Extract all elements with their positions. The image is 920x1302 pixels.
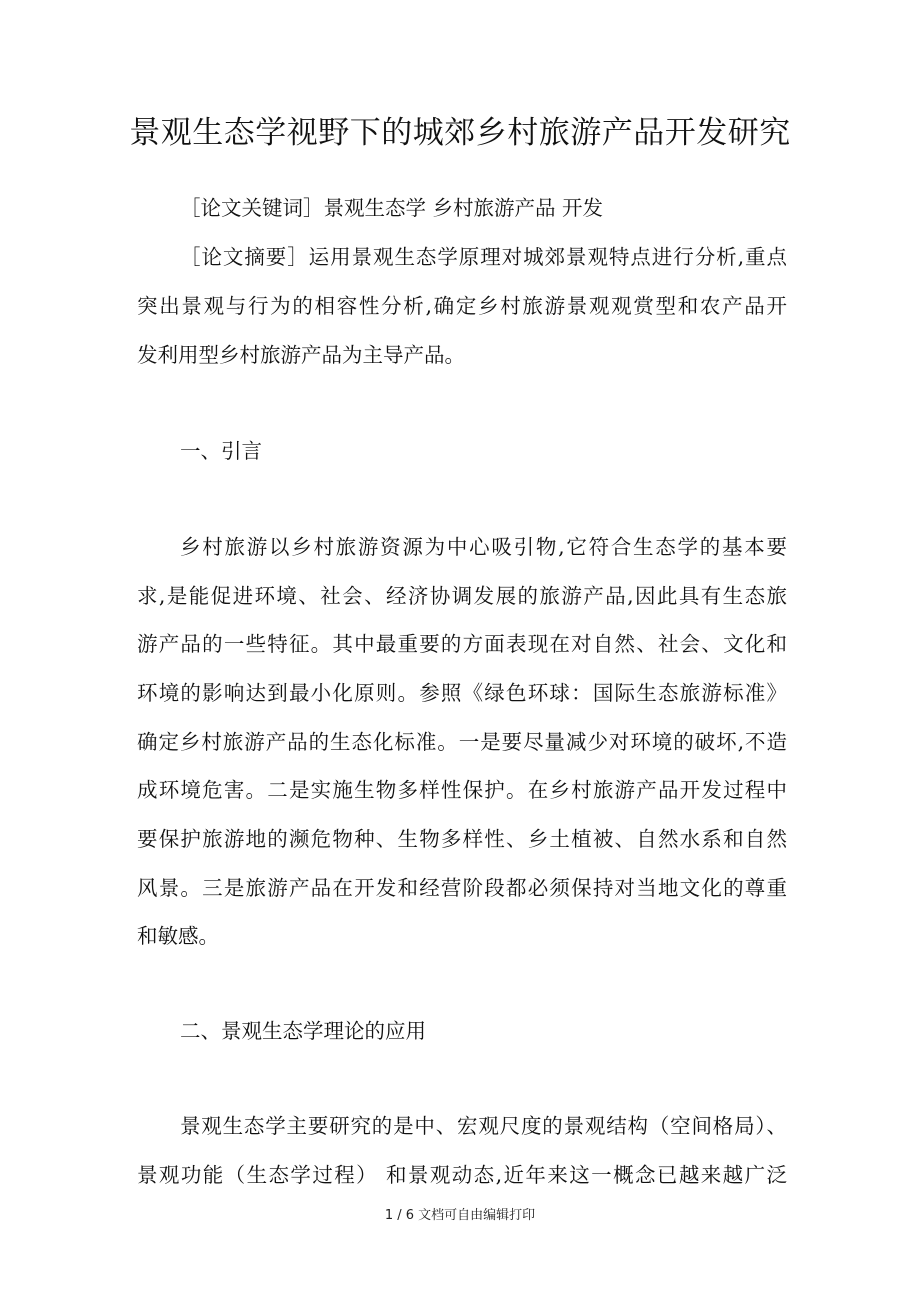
paragraph-line: 景观生态学主要研究的是中、宏观尺度的景观结构（空间格局）、 bbox=[180, 1114, 787, 1138]
abstract-line: 突出景观与行为的相容性分析,确定乡村旅游景观观赏型和农产品开 bbox=[137, 294, 787, 318]
document-title: 景观生态学视野下的城郊乡村旅游产品开发研究 bbox=[129, 115, 791, 151]
paragraph-line: 成环境危害。二是实施生物多样性保护。在乡村旅游产品开发过程中 bbox=[137, 778, 787, 802]
abstract-line: ［论文摘要］运用景观生态学原理对城郊景观特点进行分析,重点 bbox=[180, 245, 787, 269]
paragraph-line: 景观功能（生态学过程） 和景观动态,近年来这一概念已越来越广泛 bbox=[137, 1163, 787, 1187]
paragraph-line: 要保护旅游地的濒危物种、生物多样性、乡土植被、自然水系和自然 bbox=[137, 827, 787, 851]
section-heading-introduction: 一、引言 bbox=[180, 439, 262, 463]
page-footer: 1 / 6 文档可自由编辑打印 bbox=[384, 1208, 536, 1223]
section-heading-application: 二、景观生态学理论的应用 bbox=[180, 1019, 426, 1043]
abstract-line: 发利用型乡村旅游产品为主导产品。 bbox=[137, 343, 465, 367]
paragraph-line: 风景。三是旅游产品在开发和经营阶段都必须保持对当地文化的尊重 bbox=[137, 876, 787, 900]
paragraph-line: 乡村旅游以乡村旅游资源为中心吸引物,它符合生态学的基本要 bbox=[180, 535, 787, 559]
paragraph-line: 游产品的一些特征。其中最重要的方面表现在对自然、社会、文化和 bbox=[137, 632, 787, 656]
paragraph-line: 确定乡村旅游产品的生态化标准。一是要尽量减少对环境的破坏,不造 bbox=[137, 730, 787, 754]
paragraph-line: 和敏感。 bbox=[137, 924, 219, 948]
keywords-line: ［论文关键词］景观生态学 乡村旅游产品 开发 bbox=[180, 196, 604, 220]
paragraph-line: 环境的影响达到最小化原则。参照《绿色环球：国际生态旅游标准》 bbox=[137, 681, 787, 705]
paragraph-line: 求,是能促进环境、社会、经济协调发展的旅游产品,因此具有生态旅 bbox=[137, 584, 787, 608]
